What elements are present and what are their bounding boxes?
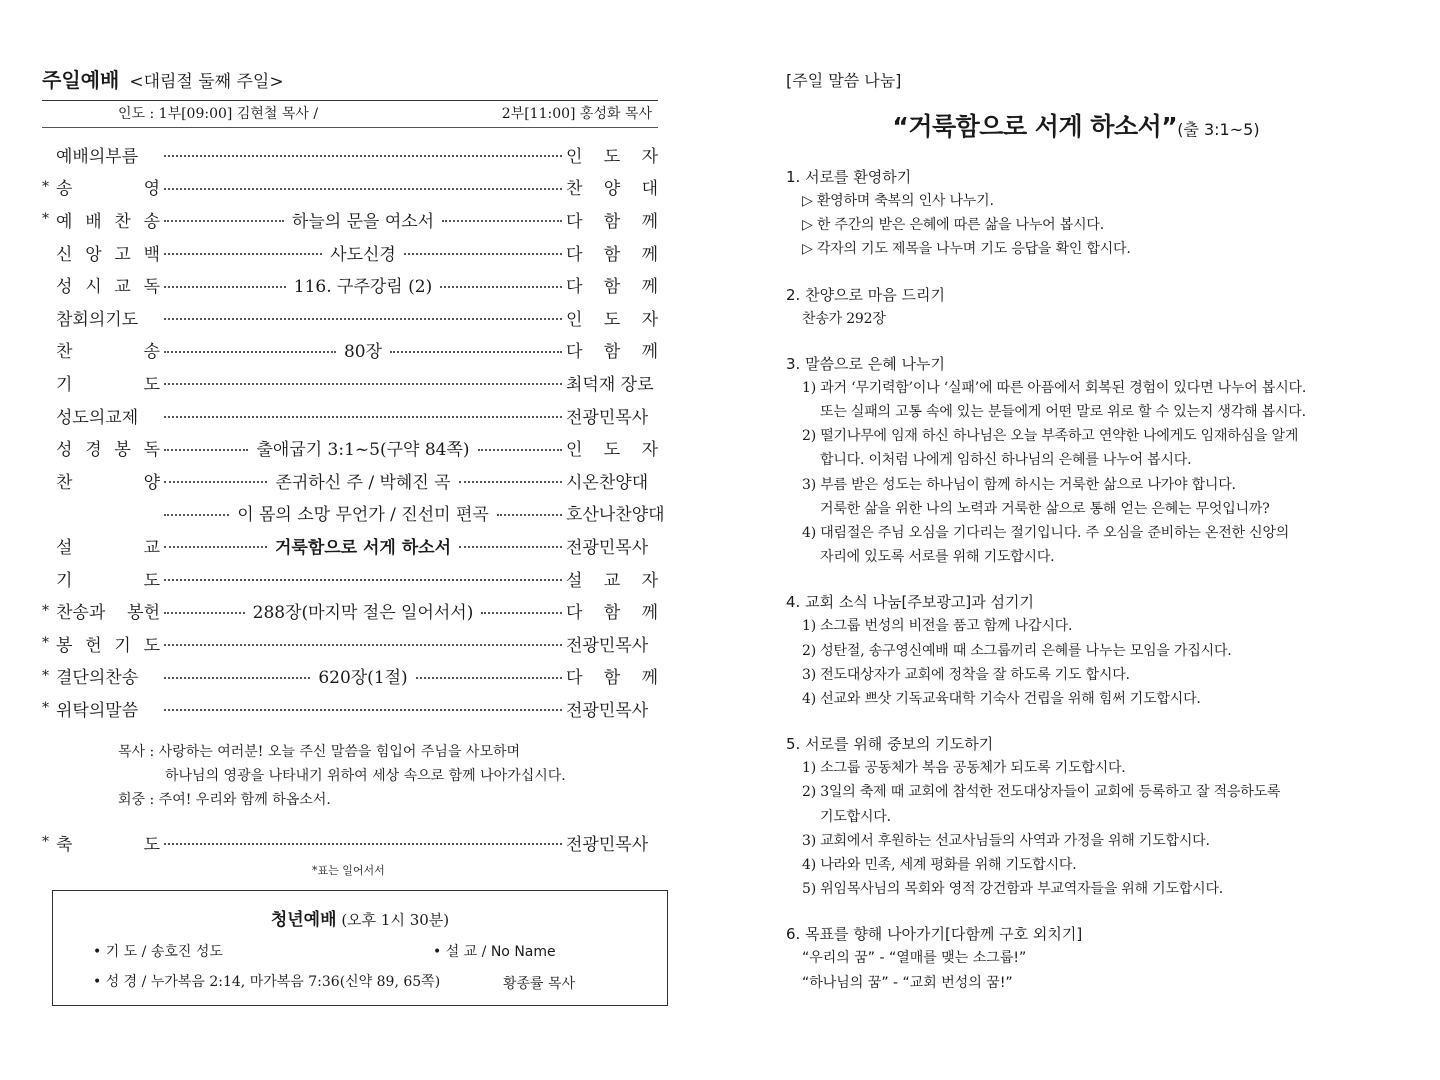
service-subtitle: <대림절 둘째 주일> [129,72,284,92]
order-leader: 다 함 께 [566,211,658,232]
order-row [42,692,658,725]
order-leader: 다 함 께 [566,668,658,689]
order-detail [164,598,562,623]
sermon-title: “거룩함으로 서게 하소서” [892,112,1178,141]
order-detail-text: 거룩함으로 서게 하소서 [274,537,452,558]
order-detail-text: 116. 구주강림 (2) [293,277,433,298]
order-leader: 다 함 께 [566,342,658,363]
service-header [42,66,658,128]
order-detail-text: 출애굽기 3:1~5(구약 84쪽) [256,440,470,461]
youth-service-box [52,890,668,1006]
order-row [42,627,658,660]
order-item: 설 교 [56,537,160,558]
commission-text [118,740,566,812]
sharing-section [786,283,1386,331]
order-leader: 호산나찬양대 [566,505,665,526]
order-item: 성 시 교 독 [56,277,160,298]
section-line: 1) 소그룹 번성의 비전을 품고 함께 나갑시다. [802,618,1073,635]
order-item: 예 배 찬 송 [56,211,160,232]
order-detail [164,207,562,232]
order-detail [164,640,562,646]
youth-title-row [53,905,667,930]
order-detail [164,500,562,525]
section-line: 3) 전도대상자가 교회에 정착을 잘 하도록 기도 합시다. [802,666,1130,683]
order-row [42,171,658,204]
section-line: ▷ 한 주간의 받은 은혜에 따른 삶을 나누어 봅시다. [802,217,1104,234]
order-detail [164,435,562,460]
section-line: 4) 선교와 쁘삿 기독교육대학 기숙사 건립을 위해 힘써 기도합시다. [802,691,1201,708]
youth-scripture: • 성 경 / 누가복음 2:14, 마가복음 7:36(신약 89, 65쪽) [93,974,441,990]
order-row [42,497,665,530]
benediction-item: 축 도 [56,834,160,855]
order-detail [164,240,562,265]
youth-sermon [433,941,556,961]
order-item: 예배의부름 [56,146,139,167]
order-leader: 다 함 께 [566,603,658,624]
section-line: 5) 위임목사님의 목회와 영적 강건함과 부교역자들을 위해 기도합시다. [802,881,1224,898]
order-row [42,529,658,562]
order-row [42,562,658,595]
order-row [42,399,658,432]
youth-service-time: (오후 1시 30분) [341,911,450,929]
order-item: 송 영 [56,179,160,200]
sharing-sections [786,165,1386,901]
section-line: 합니다. 이처럼 나에게 임하신 하나님의 은혜를 나누어 봅시다. [820,452,1192,469]
section-title: 5. 서로를 위해 중보의 기도하기 [786,735,994,754]
order-item: 찬 송 [56,342,160,363]
section-line: ▷ 각자의 기도 제목을 나누며 기도 응답을 확인 합시다. [802,241,1131,258]
order-detail [164,337,562,362]
order-detail [164,468,562,493]
order-leader: 인 도 자 [566,309,658,330]
sermon-sharing [786,68,1386,996]
section-line: 자리에 있도록 서로를 위해 기도합시다. [820,549,1055,566]
order-row [42,464,658,497]
section-title: 4. 교회 소식 나눔[주보광고]과 섬기기 [786,593,1034,612]
youth-pastor: 황종률 목사 [503,976,576,992]
order-row [42,203,658,236]
order-row [42,236,658,269]
order-leader: 전광민목사 [566,537,649,558]
order-item: 결단의찬송 [56,668,139,689]
section-line: 2) 떨기나무에 임재 하신 하나님은 오늘 부족하고 연약한 나에게도 임재하심을 알게 [802,428,1299,445]
order-leader: 시온찬양대 [566,472,649,493]
order-detail [164,314,562,320]
section-line: 4) 나라와 민족, 세계 평화를 위해 기도합시다. [802,857,1077,874]
section-line: 또는 실패의 고통 속에 있는 분들에게 어떤 말로 위로 할 수 있는지 생각해 봅시다. [820,404,1306,421]
order-leader: 인 도 자 [566,440,658,461]
order-detail [164,575,562,581]
sermon-title-row [766,107,1386,143]
order-row [42,268,658,301]
order-detail-text: 80장 [343,342,383,363]
order-item: 찬송과 봉헌 [56,603,160,624]
order-detail-text: 620장(1절) [318,668,408,689]
leaders-row [42,101,658,127]
order-of-worship [42,138,665,725]
order-leader: 찬 양 대 [566,179,658,200]
leaders-rule [42,127,658,128]
order-row [42,660,658,693]
commission-pastor-line-2: 하나님의 영광을 나타내기 위하여 세상 속으로 함께 나아가십시다. [165,768,566,784]
second-service-leader: 2부[11:00] 홍성화 목사 [501,106,652,122]
order-row [42,594,658,627]
benediction-row [42,826,658,859]
order-detail [164,272,562,297]
standing-mark: * [42,211,49,228]
order-detail [164,412,562,418]
order-item: 찬 양 [56,472,160,493]
youth-prayer: • 기 도 / 송호진 성도 [93,944,223,960]
service-title: 주일예배 [42,68,120,92]
order-detail [164,533,562,558]
order-item: 봉 헌 기 도 [56,635,160,656]
order-item: 기 도 [56,374,160,395]
section-line: 기도합시다. [820,808,891,825]
order-leader: 전광민목사 [566,407,649,428]
order-detail [164,705,562,711]
standing-footnote: *표는 일어서서 [312,864,385,877]
sermon-scripture-ref: (출 3:1~5) [1177,120,1260,139]
section-line: 찬송가 292장 [802,310,886,327]
youth-sermon-name: No Name [490,944,556,960]
section-line: 3) 부름 받은 성도는 하나님이 함께 하시는 거룩한 삶으로 나가야 합니다. [802,476,1236,493]
section-line: 거룩한 삶을 위한 나의 노력과 거룩한 삶으로 통해 얻는 은혜는 무엇입니까? [820,500,1270,517]
order-detail-text: 이 몸의 소망 무언가 / 진선미 편곡 [237,505,489,526]
youth-sermon-label: • 설 교 / [433,944,491,960]
standing-mark: * [42,834,49,851]
order-detail-text: 하늘의 문을 여소서 [291,211,435,232]
commission-pastor-line: 목사 : 사랑하는 여러분! 오늘 주신 말씀을 힘입어 주님을 사모하며 [118,744,521,760]
sharing-section [786,590,1386,711]
order-leader: 다 함 께 [566,277,658,298]
order-leader: 전광민목사 [566,700,649,721]
section-line: 3) 교회에서 후원하는 선교사님들의 사역과 가정을 위해 기도합시다. [802,832,1210,849]
order-leader: 다 함 께 [566,244,658,265]
first-service-leader: 인도 : 1부[09:00] 김현철 목사 / [118,106,319,122]
standing-mark: * [42,635,49,652]
sharing-section [786,352,1386,570]
order-detail-text: 존귀하신 주 / 박혜진 곡 [275,472,451,493]
section-line: ▷ 환영하며 축복의 인사 나누기. [802,193,994,209]
order-row [42,431,658,464]
section-title: 2. 찬양으로 마음 드리기 [786,285,946,304]
goal-section [786,922,1386,996]
standing-mark: * [42,667,49,684]
section-line: 1) 소그룹 공동체가 복음 공동체가 되도록 기도합시다. [802,760,1126,777]
section-line: 2) 성탄절, 송구영신예배 때 소그룹끼리 은혜를 나누는 모임을 가집시다. [802,642,1232,659]
commission-congregation-line: 회중 : 주여! 우리와 함께 하옵소서. [118,792,331,808]
standing-mark: * [42,178,49,195]
order-item: 참회의기도 [56,309,139,330]
order-leader: 설 교 자 [566,570,658,591]
order-row [42,138,658,171]
section-title: 3. 말씀으로 은혜 나누기 [786,354,946,373]
order-detail-text: 사도신경 [330,244,396,265]
leader-dots [164,839,562,845]
order-detail [164,184,562,190]
order-detail [164,663,562,688]
section-line: 1) 과거 ‘무기력함’이나 ‘실패’에 따른 아픔에서 회복된 경험이 있다면 나누어 봅시다. [802,379,1307,396]
slogan-line-1: “우리의 꿈” - “열매를 맺는 소그룹!” [802,950,1027,967]
slogan-line-2: “하나님의 꿈” - “교회 번성의 꿈!” [802,975,1013,992]
benediction-leader: 전광민목사 [566,834,649,855]
section-line: 4) 대림절은 주님 오심을 기다리는 절기입니다. 주 오심을 준비하는 온전한 신앙의 [802,525,1290,542]
service-title-row [42,66,658,96]
order-detail-text: 288장(마지막 절은 일어서서) [252,603,474,624]
order-item: 신 앙 고 백 [56,244,160,265]
order-leader: 인 도 자 [566,146,658,167]
order-item: 성도의교제 [56,407,139,428]
sharing-section [786,165,1386,262]
order-row [42,301,658,334]
sharing-section [786,732,1386,901]
order-row [42,334,658,367]
sharing-tag: [주일 말씀 나눔] [786,71,902,90]
order-leader: 전광민목사 [566,635,649,656]
order-detail [164,151,562,157]
order-item: 위탁의말씀 [56,700,139,721]
order-item: 기 도 [56,570,160,591]
section-line: 2) 3일의 축제 때 교회에 참석한 전도대상자들이 교회에 등록하고 잘 적응하도록 [802,784,1281,801]
order-leader: 최덕재 장로 [566,374,654,395]
standing-mark: * [42,602,49,619]
standing-mark: * [42,700,49,717]
order-item: 성 경 봉 독 [56,440,160,461]
goal-section-title: 6. 목표를 향해 나아가기[다함께 구호 외치기] [786,925,1083,944]
youth-service-title: 청년예배 [270,910,337,930]
order-detail [164,379,562,385]
section-title: 1. 서로를 환영하기 [786,168,912,186]
order-row [42,366,658,399]
